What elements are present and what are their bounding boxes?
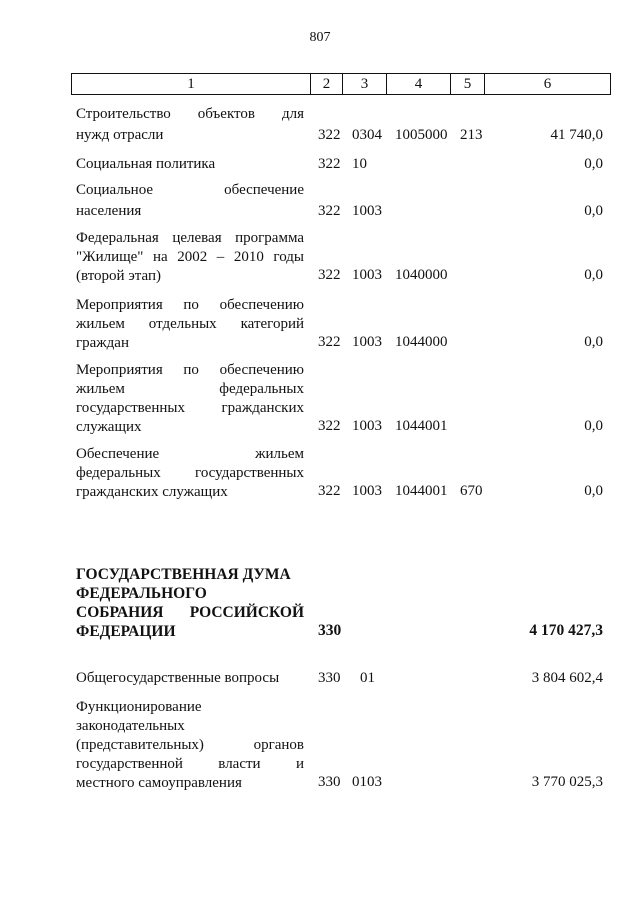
row-description-line: Мероприятия по обеспечению bbox=[76, 297, 304, 313]
row-description-line: Социальное обеспечение bbox=[76, 182, 304, 198]
row-chapter-code: 330 bbox=[318, 774, 341, 790]
row-chapter-code: 322 bbox=[318, 267, 341, 283]
row-amount: 3 770 025,3 bbox=[531, 774, 603, 790]
row-description-line: ФЕДЕРАЛЬНОГО bbox=[76, 585, 207, 602]
row-description-line: государственных гражданских bbox=[76, 400, 304, 416]
table-row bbox=[0, 446, 640, 502]
row-description-line: гражданских служащих bbox=[76, 484, 228, 500]
row-description bbox=[76, 104, 304, 146]
table-row bbox=[0, 230, 640, 286]
row-target-article: 1044001 bbox=[395, 418, 448, 434]
row-target-article: 1044001 bbox=[395, 483, 448, 499]
header-col-4: 4 bbox=[387, 74, 451, 95]
row-description-line: ГОСУДАРСТВЕННАЯ ДУМА bbox=[76, 566, 291, 583]
row-chapter-code: 322 bbox=[318, 127, 341, 143]
row-amount: 3 804 602,4 bbox=[531, 670, 603, 686]
header-col-3: 3 bbox=[343, 74, 387, 95]
row-description-line: нужд отрасли bbox=[76, 127, 164, 143]
table-row bbox=[0, 362, 640, 437]
header-col-1: 1 bbox=[72, 74, 311, 95]
table-row bbox=[0, 664, 640, 689]
row-description-line: Строительство объектов для bbox=[76, 106, 304, 122]
row-section-code: 1003 bbox=[352, 418, 382, 434]
table-row bbox=[0, 100, 640, 146]
row-description-line: местного самоуправления bbox=[76, 775, 242, 791]
row-description bbox=[76, 361, 304, 437]
row-description-line: Мероприятия по обеспечению bbox=[76, 362, 304, 378]
row-target-article: 1040000 bbox=[395, 267, 448, 283]
row-section-code: 10 bbox=[352, 156, 367, 172]
row-description-line: федеральных государственных bbox=[76, 465, 304, 481]
row-description-line: граждан bbox=[76, 335, 129, 351]
row-section-code: 0304 bbox=[352, 127, 382, 143]
row-chapter-code: 322 bbox=[318, 334, 341, 350]
row-description bbox=[76, 565, 304, 641]
row-description-line: населения bbox=[76, 203, 142, 219]
row-description-line: ФЕДЕРАЦИИ bbox=[76, 623, 176, 640]
row-chapter-code: 322 bbox=[318, 418, 341, 434]
row-amount: 4 170 427,3 bbox=[529, 622, 603, 639]
row-chapter-code: 330 bbox=[318, 670, 341, 686]
row-chapter-code: 322 bbox=[318, 483, 341, 499]
table-row-section-heading bbox=[0, 562, 640, 641]
row-amount: 0,0 bbox=[584, 267, 603, 283]
row-amount: 0,0 bbox=[584, 483, 603, 499]
header-col-5: 5 bbox=[451, 74, 485, 95]
row-description-line: СОБРАНИЯ РОССИЙСКОЙ bbox=[76, 604, 304, 621]
column-number-header bbox=[71, 73, 611, 95]
table-row bbox=[0, 296, 640, 353]
row-description bbox=[76, 296, 304, 353]
row-description-line: Функционирование bbox=[76, 699, 202, 715]
row-section-code: 1003 bbox=[352, 203, 382, 219]
row-description-line: жильем федеральных bbox=[76, 381, 304, 397]
row-description-line: (второй этап) bbox=[76, 268, 161, 284]
table-row bbox=[0, 180, 640, 222]
row-expense-type: 213 bbox=[460, 127, 483, 143]
row-target-article: 1005000 bbox=[395, 127, 448, 143]
row-amount: 0,0 bbox=[584, 203, 603, 219]
table-row bbox=[0, 697, 640, 793]
row-description bbox=[76, 154, 304, 175]
row-chapter-code: 330 bbox=[318, 622, 342, 639]
row-target-article: 1044000 bbox=[395, 334, 448, 350]
row-description-line: жильем отдельных категорий bbox=[76, 316, 304, 332]
row-description-line: служащих bbox=[76, 419, 142, 435]
row-description-line: Обеспечение жильем bbox=[76, 446, 304, 462]
row-chapter-code: 322 bbox=[318, 156, 341, 172]
header-col-2: 2 bbox=[311, 74, 343, 95]
row-description-line: государственной власти и bbox=[76, 756, 304, 772]
row-description bbox=[76, 445, 304, 502]
row-description-line: Федеральная целевая программа bbox=[76, 230, 304, 246]
row-description-line: "Жилище" на 2002 – 2010 годы bbox=[76, 249, 304, 265]
table-row bbox=[0, 150, 640, 175]
row-description-line: Социальная политика bbox=[76, 156, 216, 172]
row-section-code: 1003 bbox=[352, 483, 382, 499]
row-description-line: законодательных bbox=[76, 718, 185, 734]
row-expense-type: 670 bbox=[460, 483, 483, 499]
row-amount: 0,0 bbox=[584, 334, 603, 350]
row-section-code: 1003 bbox=[352, 334, 382, 350]
header-col-6: 6 bbox=[485, 74, 611, 95]
row-description-line: (представительных) органов bbox=[76, 737, 304, 753]
row-section-code: 0103 bbox=[352, 774, 382, 790]
row-amount: 41 740,0 bbox=[550, 127, 603, 143]
row-section-code: 1003 bbox=[352, 267, 382, 283]
row-description bbox=[76, 698, 304, 793]
row-description bbox=[76, 180, 304, 222]
row-amount: 0,0 bbox=[584, 156, 603, 172]
row-section-code: 01 bbox=[360, 670, 375, 686]
page-number: 807 bbox=[309, 30, 331, 45]
row-description bbox=[76, 668, 316, 689]
row-description-line: Общегосударственные вопросы bbox=[76, 670, 280, 686]
row-amount: 0,0 bbox=[584, 418, 603, 434]
row-chapter-code: 322 bbox=[318, 203, 341, 219]
row-description bbox=[76, 229, 304, 286]
